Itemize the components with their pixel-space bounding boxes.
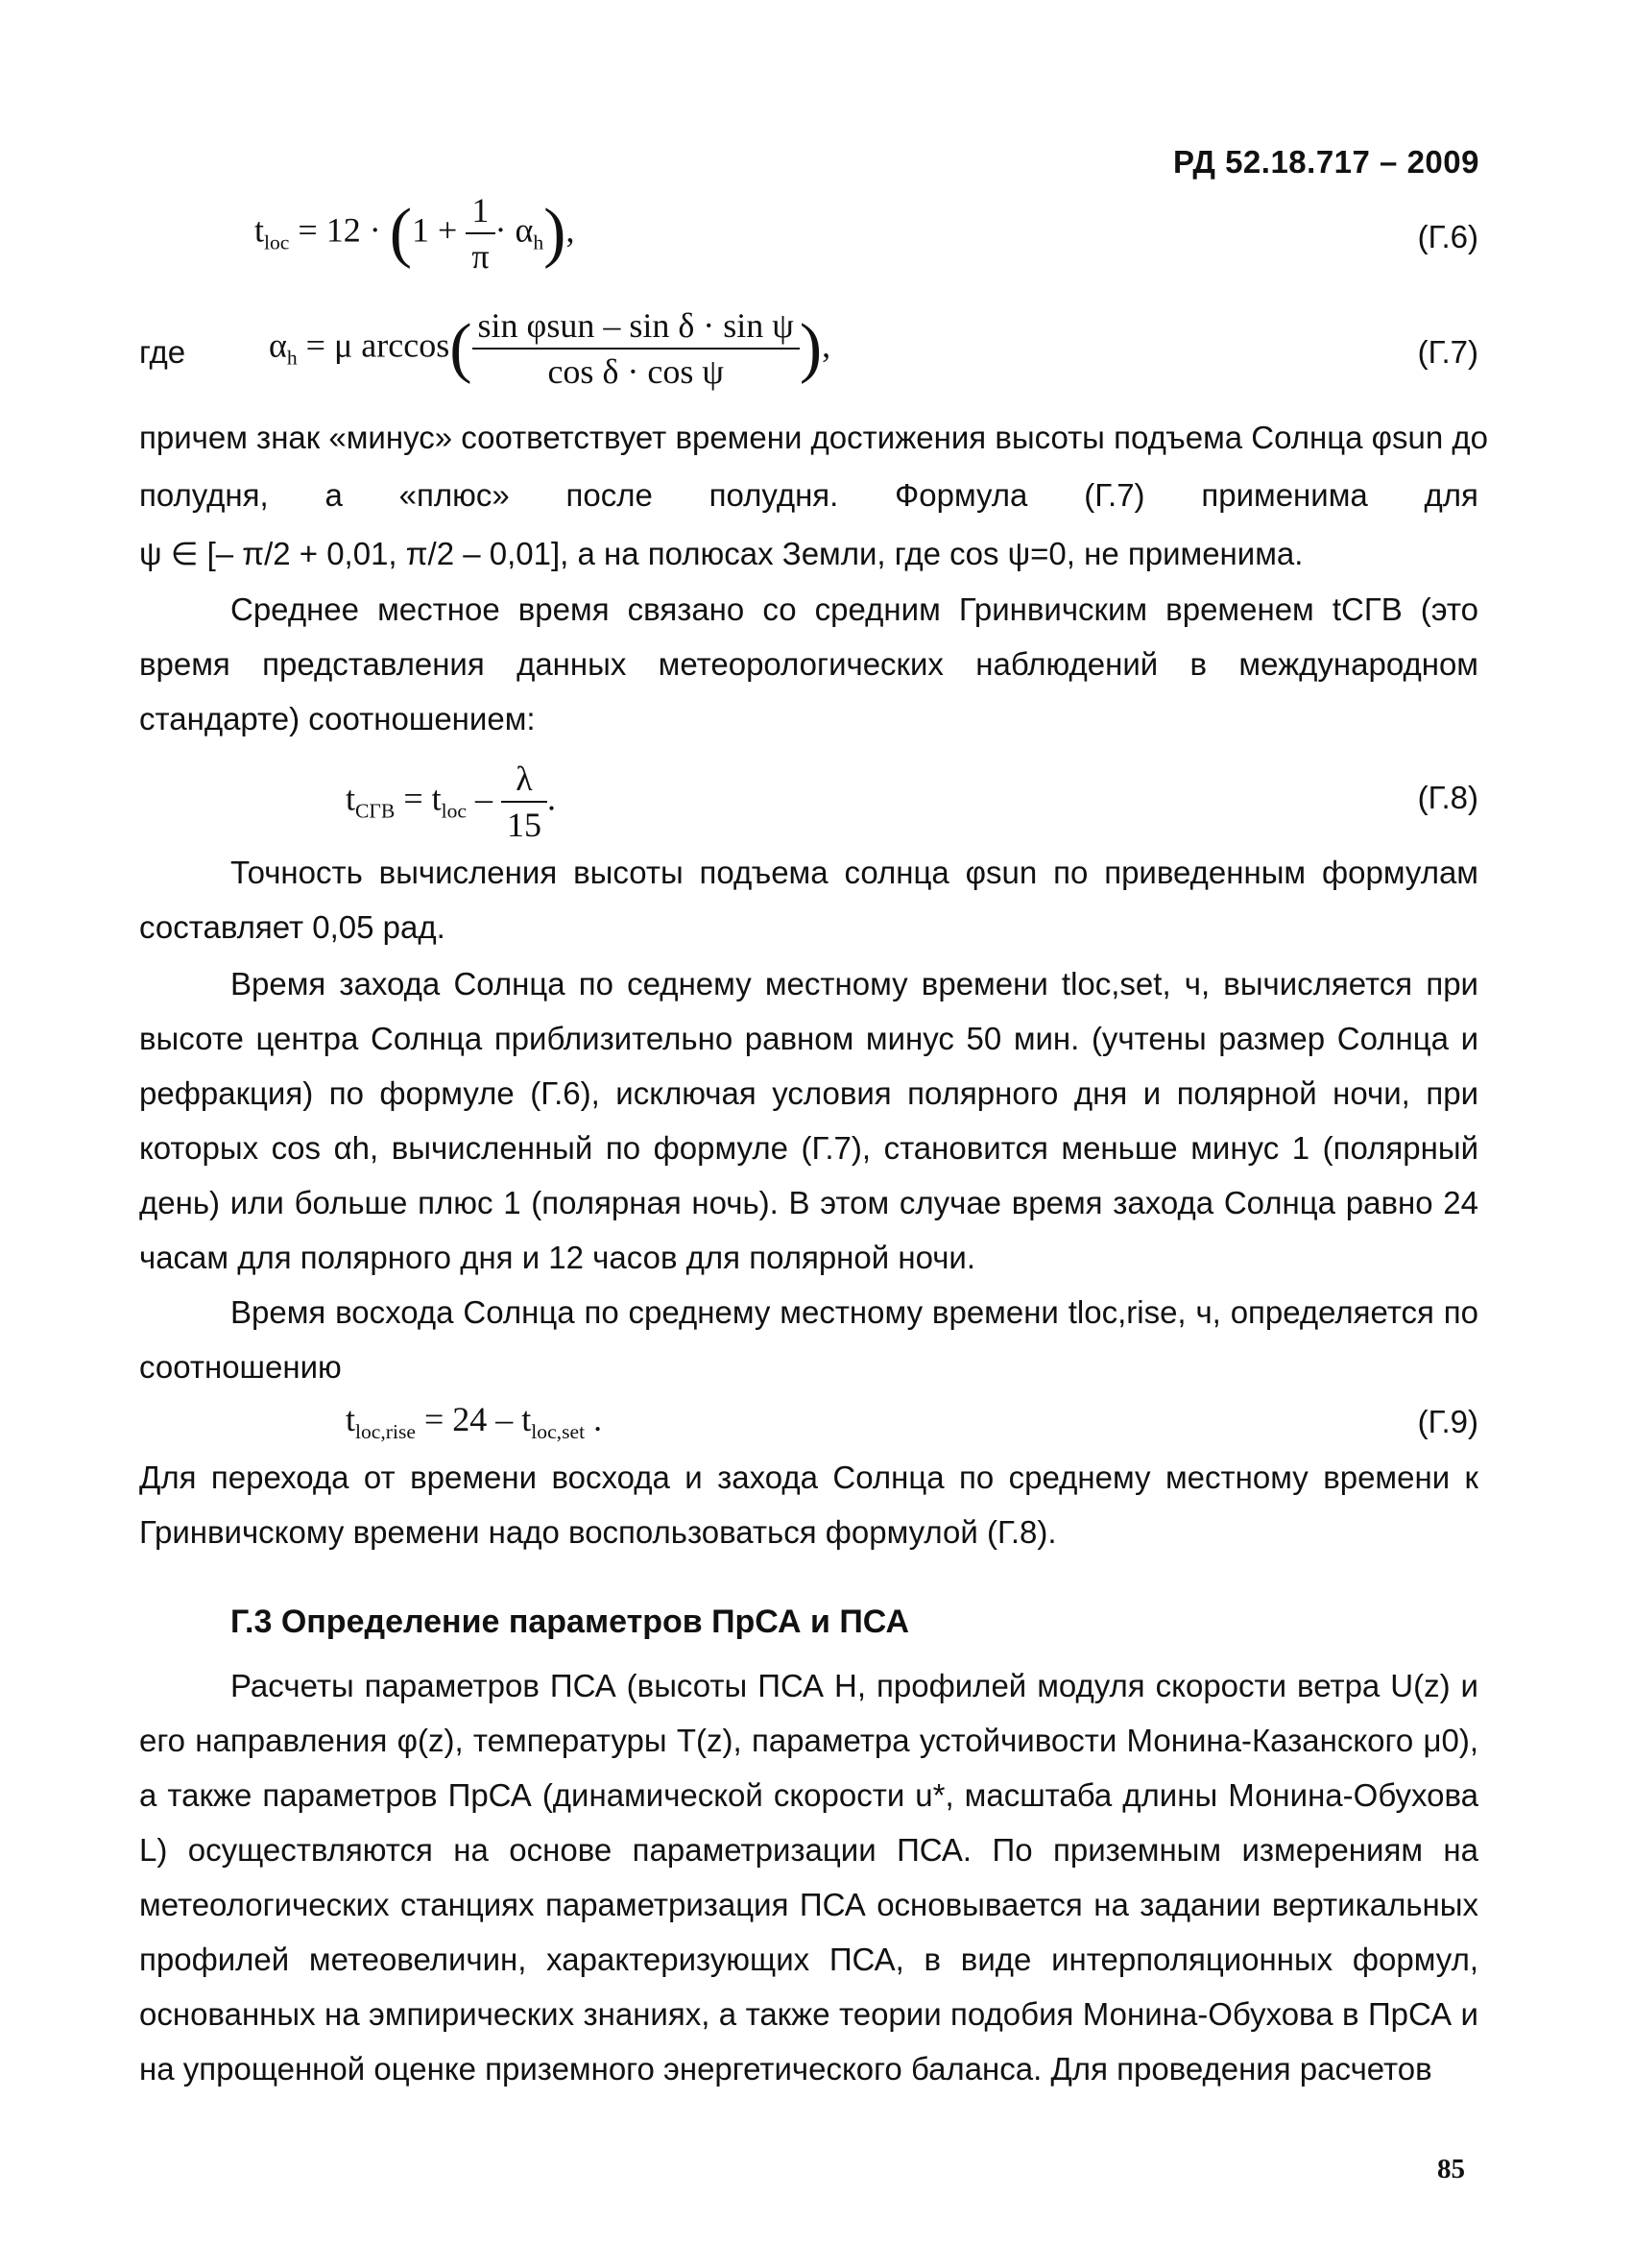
formula-g8: $t_{СГВ} = t_{loc}$ – $\frac{\lambda}{15}$ . [346, 760, 557, 844]
document-header: РД 52.18.717 – 2009 [1172, 144, 1479, 180]
paragraph-1-line-2-word: полудня. [708, 477, 839, 513]
paragraph-1-line-3: ψ ∈ [– π/2 + 0,01, π/2 – 0,01], а на полюсах Земли, где cos ψ=0, не применима. [139, 536, 1304, 571]
formula-number-g6: (Г.6) [1417, 219, 1478, 254]
where-label: где [139, 334, 186, 370]
formula-g6: $t_{loc} = 12 \cdot (1$ + $\frac{1}{\pi}$ · $\alpha_h$), [254, 191, 575, 276]
formula-number-g7: (Г.7) [1417, 334, 1478, 370]
paragraph-1-line-2-word: (Г.7) [1084, 477, 1145, 513]
paragraph-1-line-2-word: полудня, [139, 477, 269, 513]
paragraph-1-line-2-word: для [1424, 477, 1478, 513]
paragraph-1-line-2-word: а [324, 477, 343, 513]
paragraph-4: Время захода Солнца по седнему местному времени tloc,set, ч, вычисляется при высоте центра Солнца приблизительно равном минус 50 мин. (учтены размер Солнца и рефракция) по формуле (Г.6), исключая условия полярного дня и полярной ночи, при которых cos αh, вычисленный по формуле (Г.7), становится меньше минус 1 (полярный день) или больше плюс 1 (полярная ночь). В этом случае время захода Солнца равно 24 часам для полярного дня и 12 часов для полярной ночи. [139, 966, 1478, 1275]
paragraph-2: Среднее местное время связано со средним Гринвичским временем tСГВ (это время представления данных метеорологических наблюдений в международном стандарте) соотношением: [139, 591, 1478, 736]
paragraph-1-line-2-word: после [565, 477, 653, 513]
paragraph-7: Расчеты параметров ПСА (высоты ПСА Н, профилей модуля скорости ветра U(z) и его направления φ(z), температуры T(z), параметра устойчивости Монина-Казанского μ0), а также параметров ПрСА (динамической скорости u*, масштаба длины Монина-Обухова L) осуществляются на основе параметризации ПСА. По приземным измерениям на метеологических станциях параметризация ПСА основывается на задании вертикальных профилей метеовеличин, характеризующих ПСА, в виде интерполяционных формул, основанных на эмпирических знаниях, а также теории подобия Монина-Обухова в ПрСА и на упрощенной оценке приземного энергетического баланса. Для проведения расчетов [139, 1668, 1478, 2087]
paragraph-1-line-1: причем знак «минус» соответствует времени достижения высоты подъема Солнца φsun до [139, 420, 1489, 455]
paragraph-1-line-2-word: применима [1201, 477, 1368, 513]
formula-number-g8: (Г.8) [1417, 780, 1478, 815]
paragraph-6: Для перехода от времени восхода и захода Солнца по среднему местному времени к Гринвичскому времени надо воспользоваться формулой (Г.8). [139, 1460, 1478, 1550]
formula-g9: $t_{loc,rise} = 24 - t_{loc,set}$ . [346, 1400, 603, 1444]
paragraph-1-line-2-word: «плюс» [398, 477, 510, 513]
section-heading: Г.3 Определение параметров ПрСА и ПСА [230, 1604, 910, 1640]
formula-number-g9: (Г.9) [1417, 1404, 1478, 1439]
paragraph-1-line-2-word: Формула [895, 477, 1028, 513]
formula-g7: $\alpha_h = \mu$ arccos( $\frac{\text{sin φsun – sin δ · sin ψ}}{\text{cos δ · cos ψ}}$ ), [269, 306, 831, 391]
paragraph-1-line-2 [139, 477, 1478, 514]
paragraph-3: Точность вычисления высоты подъема солнца φsun по приведенным формулам составляет 0,05 рад. [139, 855, 1478, 945]
paragraph-5: Время восхода Солнца по среднему местному времени tloc,rise, ч, определяется по соотношению [139, 1294, 1478, 1385]
page-number: 85 [1437, 2154, 1465, 2184]
